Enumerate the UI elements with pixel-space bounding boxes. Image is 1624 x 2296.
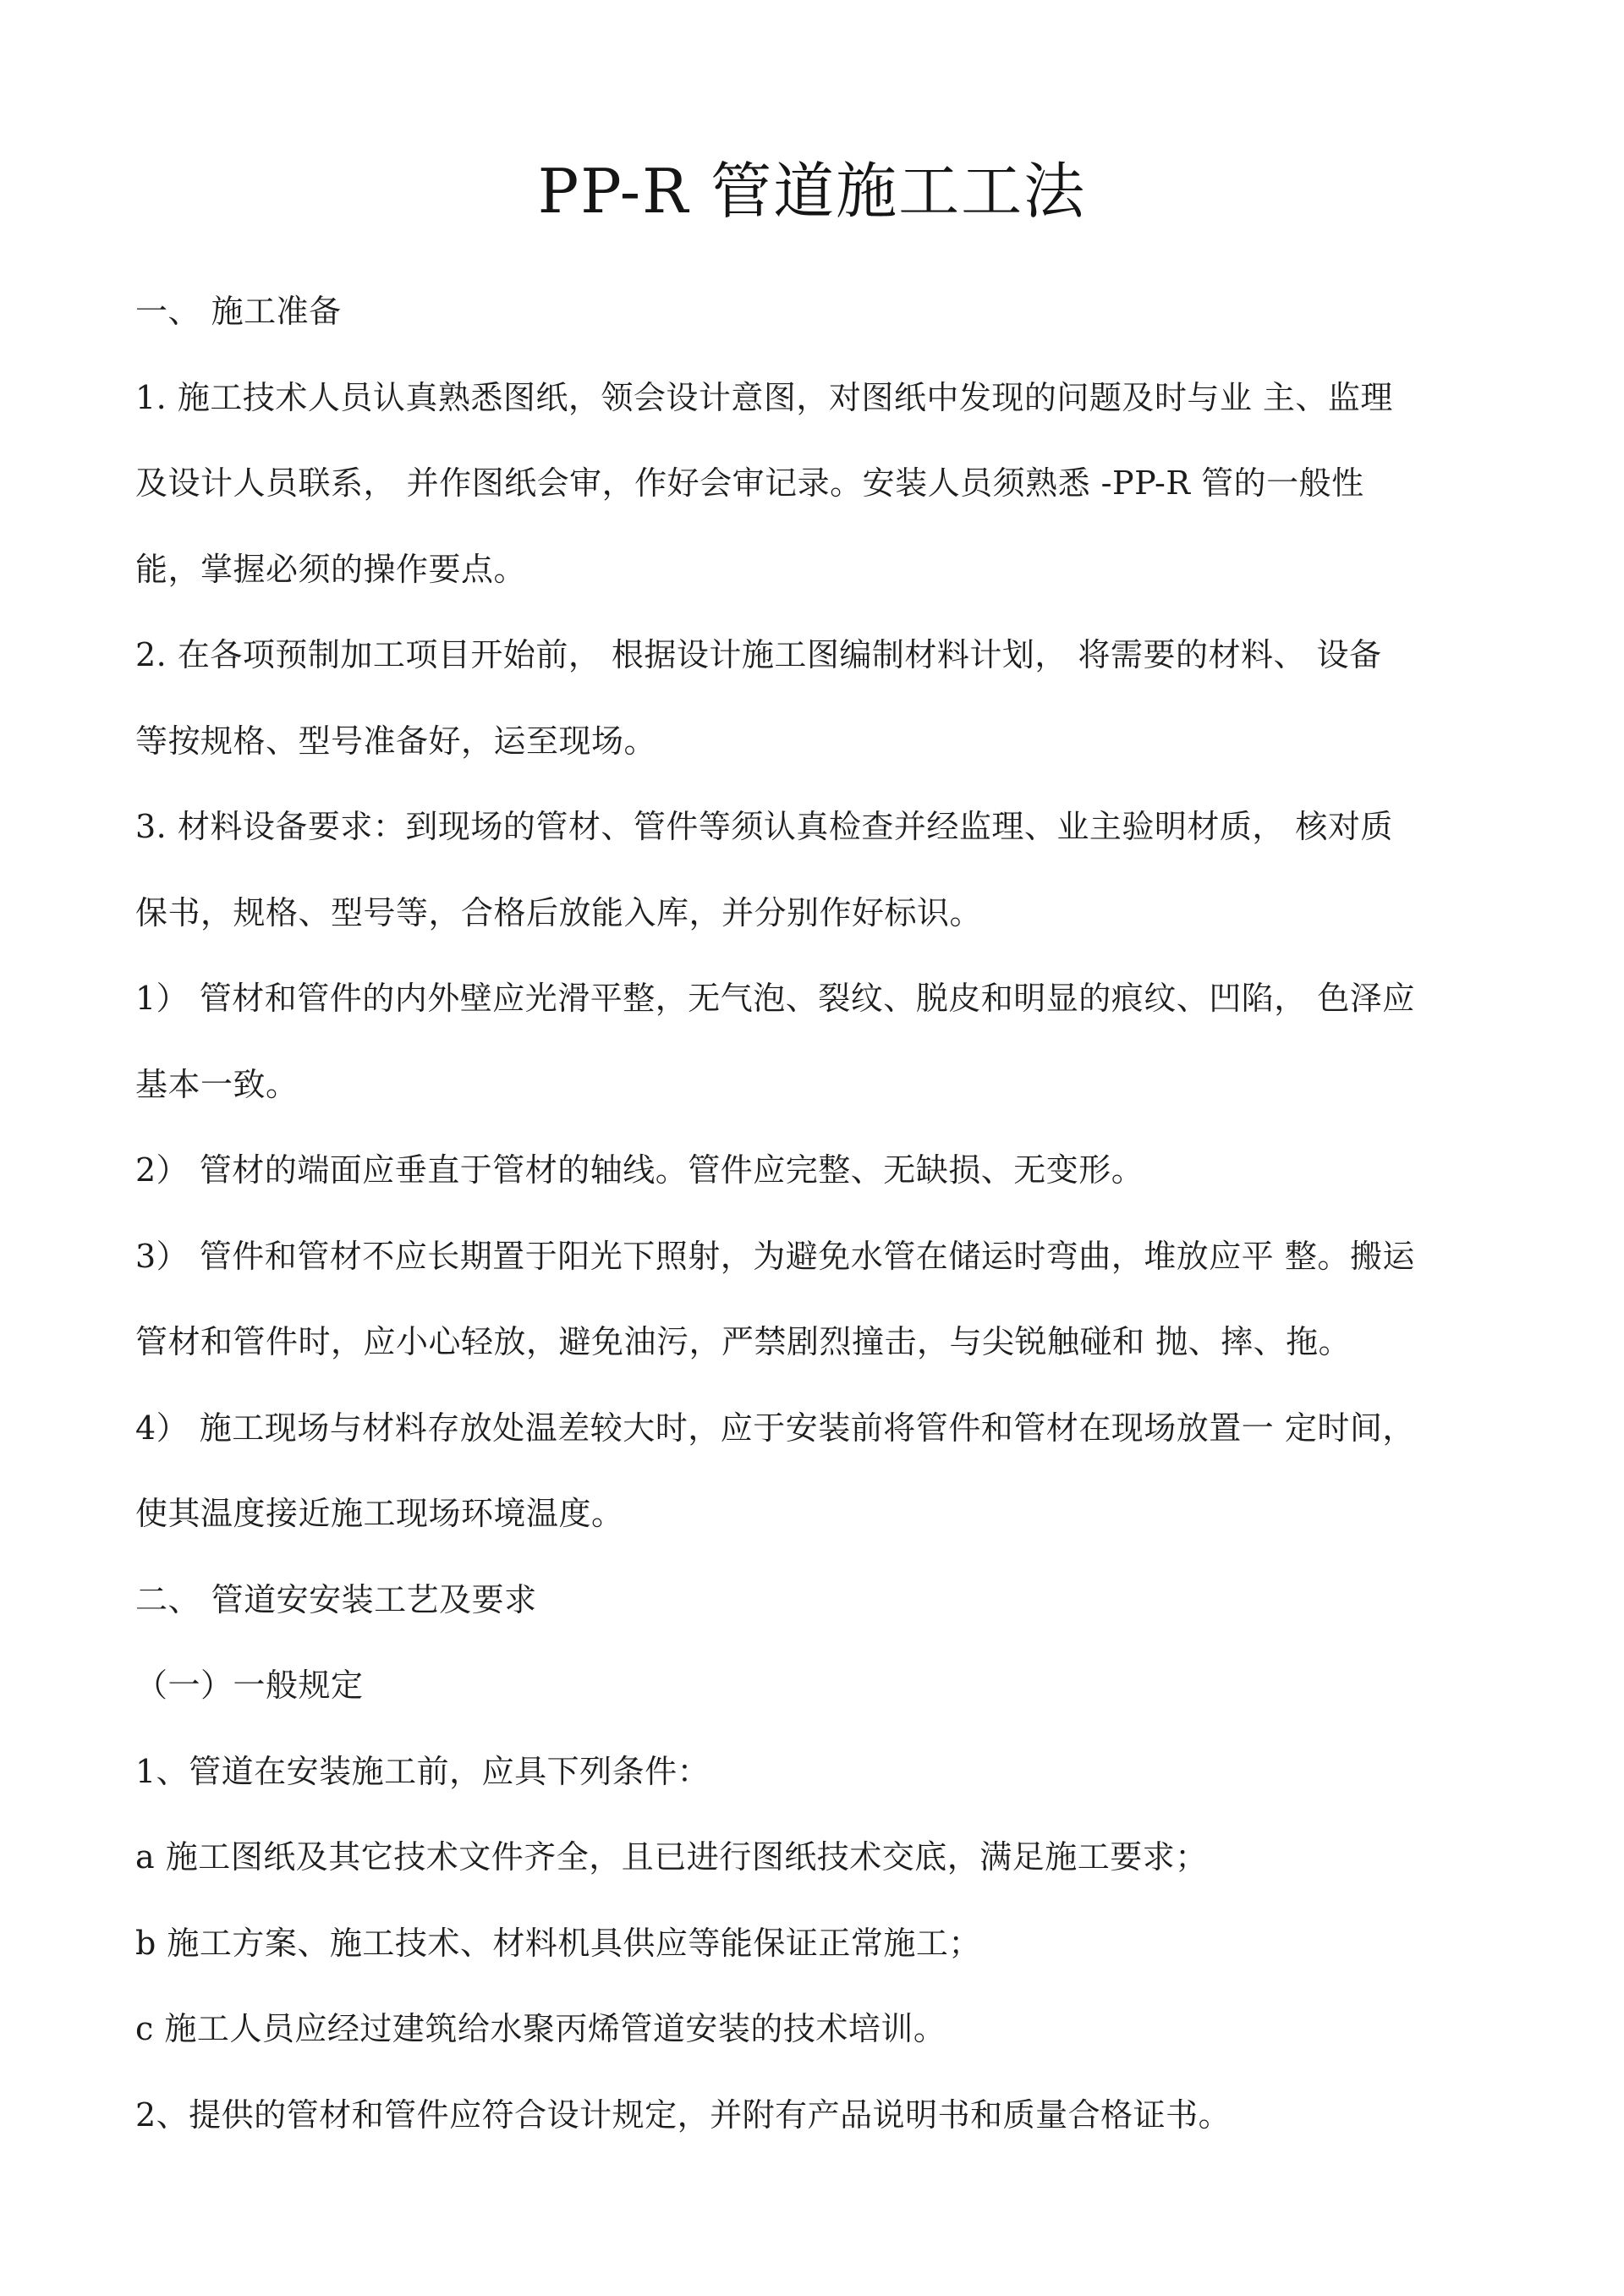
paragraph-line: c 施工人员应经过建筑给水聚丙烯管道安装的技术培训。 <box>135 2010 946 2047</box>
subsection-heading-general: （一）一般规定 <box>135 1667 364 1704</box>
paragraph-line: b 施工方案、施工技术、材料机具供应等能保证正常施工； <box>135 1924 981 1962</box>
paragraph-line: 4） 施工现场与材料存放处温差较大时，应于安装前将管件和管材在现场放置一 定时间， <box>135 1409 1415 1447</box>
paragraph-line: 3） 管件和管材不应长期置于阳光下照射，为避免水管在储运时弯曲，堆放应平 整。搬运 <box>135 1237 1415 1275</box>
paragraph-line: 等按规格、型号准备好，运至现场。 <box>135 722 657 760</box>
paragraph-line: 保书，规格、型号等，合格后放能入库，并分别作好标识。 <box>135 893 983 931</box>
paragraph-line: 3. 材料设备要求：到现场的管材、管件等须认真检查并经监理、业主验明材质， 核对质 <box>135 808 1393 845</box>
paragraph-line: 使其温度接近施工现场环境温度。 <box>135 1495 624 1532</box>
paragraph-line: 及设计人员联系， 并作图纸会审，作好会审记录。安装人员须熟悉 -PP-R 管的一般性 <box>135 464 1364 502</box>
paragraph-line: 1、管道在安装施工前，应具下列条件： <box>135 1752 710 1790</box>
section-heading-preparation: 一、 施工准备 <box>135 293 342 330</box>
paragraph-line: 1） 管材和管件的内外壁应光滑平整，无气泡、裂纹、脱皮和明显的痕纹、凹陷， 色泽应 <box>135 980 1415 1017</box>
paragraph-line: 2） 管材的端面应垂直于管材的轴线。管件应完整、无缺损、无变形。 <box>135 1151 1144 1189</box>
paragraph-line: 1. 施工技术人员认真熟悉图纸，领会设计意图，对图纸中发现的问题及时与业 主、监理 <box>135 378 1393 416</box>
document-body <box>135 269 1489 2158</box>
paragraph-line: 基本一致。 <box>135 1065 299 1103</box>
document-title: PP-R 管道施工工法 <box>537 156 1087 227</box>
paragraph-line: a 施工图纸及其它技术文件齐全，且已进行图纸技术交底，满足施工要求； <box>135 1838 1208 1876</box>
paragraph-line: 2. 在各项预制加工项目开始前， 根据设计施工图编制材料计划， 将需要的材料、 设备 <box>135 636 1382 673</box>
paragraph-line: 2、提供的管材和管件应符合设计规定，并附有产品说明书和质量合格证书。 <box>135 2096 1232 2134</box>
paragraph-line: 管材和管件时，应小心轻放，避免油污，严禁剧烈撞击，与尖锐触碰和 抛、摔、拖。 <box>135 1323 1352 1360</box>
section-heading-installation: 二、 管道安安装工艺及要求 <box>135 1580 537 1618</box>
paragraph-line: 能，掌握必须的操作要点。 <box>135 550 527 588</box>
